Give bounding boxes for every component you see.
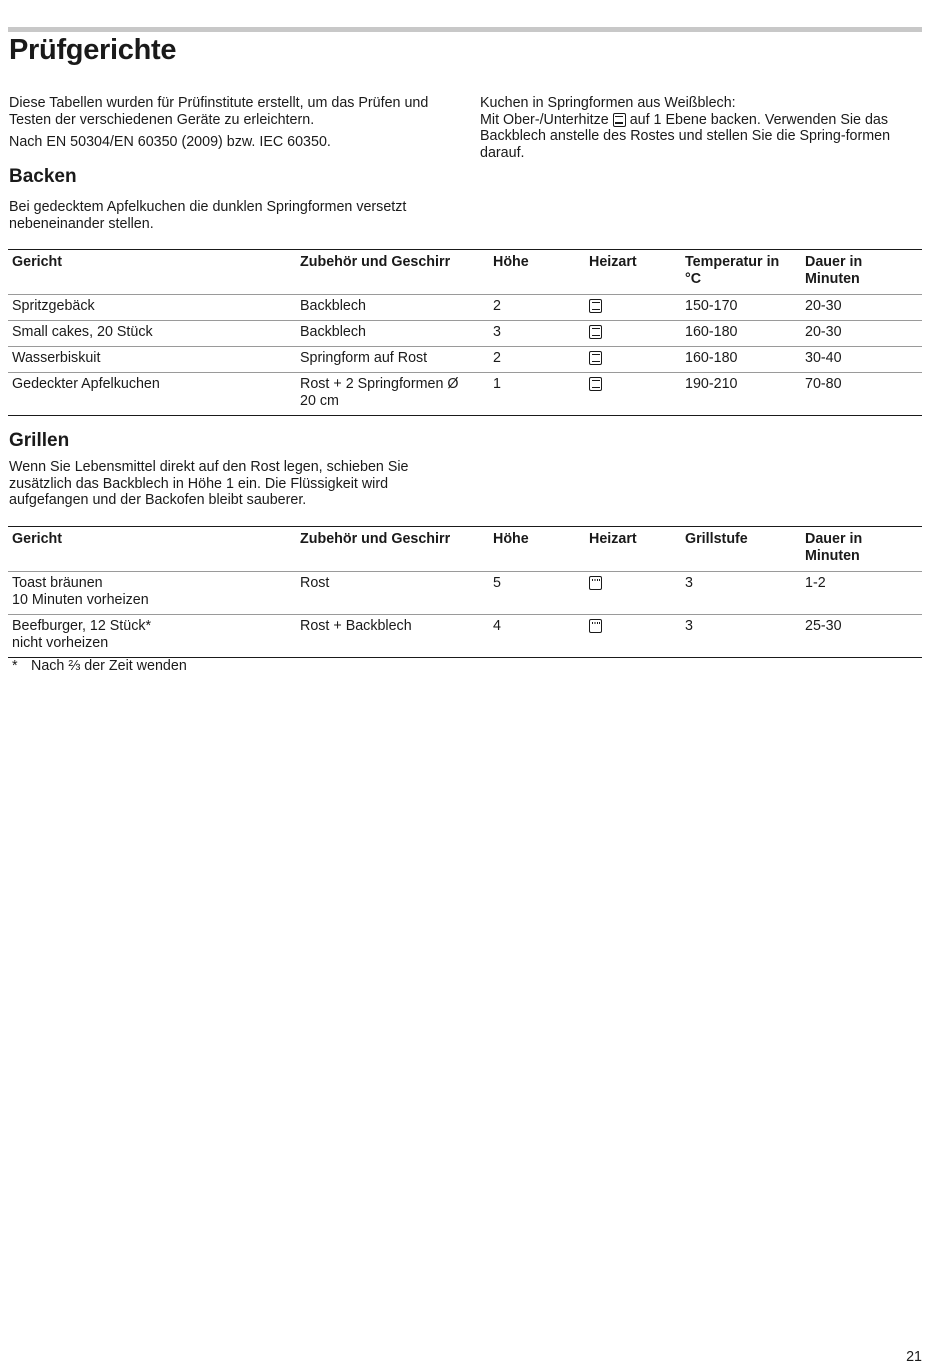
accessory-cell: Backblech [300, 298, 366, 314]
height-cell: 2 [493, 298, 501, 314]
mode-cell [585, 295, 681, 321]
dish-note: nicht vorheizen [12, 635, 109, 651]
duration-cell: 25-30 [805, 618, 842, 634]
dish-cell [8, 615, 296, 658]
top-bottom-heat-icon [613, 113, 626, 127]
col-header: Gericht [12, 531, 63, 547]
height-cell: 4 [493, 618, 501, 634]
table-row [8, 321, 922, 347]
col-header: Dauer in Minuten [805, 531, 863, 564]
col-header: Gericht [12, 254, 63, 270]
backen-table [8, 249, 922, 416]
backen-text: Bei gedecktem Apfelkuchen die dunklen Springformen versetzt nebeneinander stellen. [9, 199, 407, 232]
table-header-row [8, 527, 922, 572]
grill-icon [589, 619, 602, 633]
table-row [8, 373, 922, 416]
intro-paragraph-2: Nach EN 50304/EN 60350 (2009) bzw. IEC 60350. [9, 134, 331, 150]
intro-paragraph-1: Diese Tabellen wurden für Prüfinstitute erstellt, um das Prüfen und Testen der verschiedenen Geräte zu erleichtern. [9, 95, 429, 128]
dish-name: Toast bräunen [12, 575, 103, 591]
accessory-cell: Rost + Backblech [300, 618, 412, 634]
mode-cell [585, 321, 681, 347]
dish-cell: Wasserbiskuit [12, 350, 101, 366]
temp-cell: 190-210 [685, 376, 738, 392]
level-cell: 3 [685, 618, 693, 634]
top-bottom-heat-icon [589, 377, 602, 391]
col-header: Heizart [589, 254, 637, 270]
temp-cell: 150-170 [685, 298, 738, 314]
temp-cell: 160-180 [685, 350, 738, 366]
top-bottom-heat-icon [589, 325, 602, 339]
mode-cell [585, 373, 681, 416]
col-header: Dauer in Minuten [805, 254, 863, 287]
height-cell: 2 [493, 350, 501, 366]
height-cell: 3 [493, 324, 501, 340]
height-cell: 1 [493, 376, 501, 392]
mode-cell [585, 347, 681, 373]
grillen-table [8, 526, 922, 658]
col-header: Zubehör und Geschirr [300, 254, 451, 270]
dish-name: Beefburger, 12 Stück* [12, 618, 152, 634]
col-header: Zubehör und Geschirr [300, 531, 451, 547]
springform-note [480, 95, 922, 161]
backen-heading: Backen [9, 166, 77, 187]
col-header: Höhe [493, 531, 529, 547]
accessory-cell: Rost [300, 575, 330, 591]
col-header: Grillstufe [685, 531, 748, 547]
springform-note-pre: Mit Ober-/Unterhitze [480, 111, 609, 128]
mode-cell [585, 572, 681, 615]
table-header-row [8, 250, 922, 295]
table-row [8, 347, 922, 373]
duration-cell: 70-80 [805, 376, 842, 392]
accessory-cell: Backblech [300, 324, 366, 340]
table-row [8, 615, 922, 658]
col-header: Temperatur in °C [685, 254, 780, 287]
table-row [8, 295, 922, 321]
dish-cell: Gedeckter Apfelkuchen [12, 376, 160, 392]
header-rule [8, 27, 922, 32]
footnote-mark: * [12, 658, 18, 674]
dish-note: 10 Minuten vorheizen [12, 592, 149, 608]
grillen-text: Wenn Sie Lebensmittel direkt auf den Rost legen, schieben Sie zusätzlich das Backblech in Höhe 1 ein. Die Flüssigkeit wird aufgefangen und der Backofen bleibt sauberer. [9, 459, 409, 508]
dish-cell: Small cakes, 20 Stück [12, 324, 153, 340]
page-number: 21 [906, 1349, 922, 1365]
table-row [8, 572, 922, 615]
springform-note-post: auf 1 Ebene backen. Verwenden Sie das Backblech anstelle des Rostes und stellen Sie die Spring-formen darauf. [480, 111, 891, 161]
duration-cell: 20-30 [805, 298, 842, 314]
dish-cell: Spritzgebäck [12, 298, 95, 314]
mode-cell [585, 615, 681, 658]
top-bottom-heat-icon [589, 351, 602, 365]
accessory-cell: Springform auf Rost [300, 350, 428, 366]
col-header: Heizart [589, 531, 637, 547]
duration-cell: 20-30 [805, 324, 842, 340]
duration-cell: 1-2 [805, 575, 826, 591]
grill-icon [589, 576, 602, 590]
grillen-heading: Grillen [9, 430, 70, 451]
temp-cell: 160-180 [685, 324, 738, 340]
top-bottom-heat-icon [589, 299, 602, 313]
footnote [12, 658, 187, 675]
dish-cell [8, 572, 296, 615]
col-header: Höhe [493, 254, 529, 270]
accessory-cell: Rost + 2 Springformen Ø 20 cm [300, 376, 459, 409]
duration-cell: 30-40 [805, 350, 842, 366]
height-cell: 5 [493, 575, 501, 591]
springform-note-line1: Kuchen in Springformen aus Weißblech: [480, 95, 736, 111]
level-cell: 3 [685, 575, 693, 591]
footnote-text: Nach ⅔ der Zeit wenden [31, 658, 187, 674]
page-title: Prüfgerichte [9, 34, 177, 66]
